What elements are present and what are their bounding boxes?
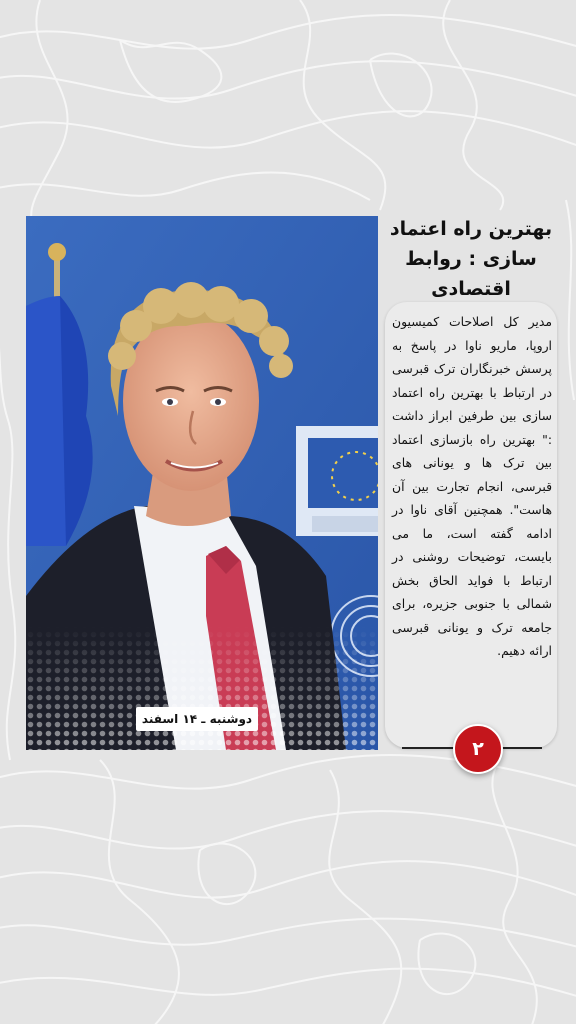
- portrait-photo-illustration: [26, 216, 378, 750]
- post-body-text: مدیر کل اصلاحات کمیسیون اروپا، ماریو ناوا در پاسخ به پرسش خبرنگاران ترک قبرسی در ارتباط با بهترین راه اعتماد سازی بین طرفین ابراز داشت :" بهترین راه بازسازی اعتماد بین ترک ها و یونانی های قبرسی، انجام تجارت بین آن هاست". همچنین آقای ناوا در ادامه گفته است، ما می بایست، توضیحات روشنی در ارتباط با فواید الحاق بخش شمالی با جنوبی جزیره، برای جامعه ترک و یونانی قبرسی ارائه دهیم.: [392, 314, 552, 658]
- post-title: بهترین راه اعتماد سازی : روابط اقتصادی: [389, 218, 553, 300]
- date-badge: دوشنبه ـ ۱۴ اسفند: [136, 707, 258, 731]
- page-number-badge: ۲: [453, 724, 503, 774]
- portrait-photo: [26, 216, 378, 750]
